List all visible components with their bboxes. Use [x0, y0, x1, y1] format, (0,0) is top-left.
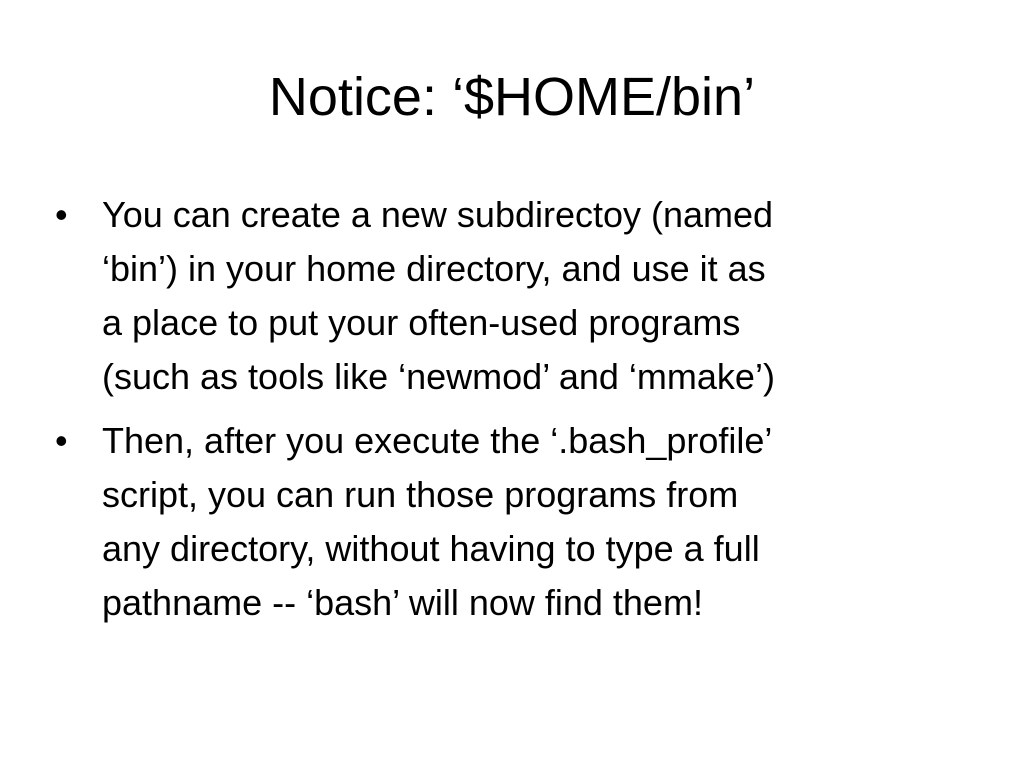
bullet-1-line-3: a place to put your often-used programs [102, 302, 741, 343]
bullet-2-line-1: Then, after you execute the ‘.bash_profile’ [102, 420, 773, 461]
bullet-2-line-2: script, you can run those programs from [102, 474, 739, 515]
bullet-1-line-4: (such as tools like ‘newmod’ and ‘mmake’) [102, 356, 775, 397]
slide-title: Notice: ‘$HOME/bin’ [268, 67, 756, 127]
bullet-icon: • [55, 194, 68, 235]
bullet-item-2 [55, 414, 985, 630]
bullet-1-line-1: You can create a new subdirectoy (named [102, 194, 774, 235]
bullet-icon: • [55, 420, 68, 461]
bullet-1-line-2: ‘bin’) in your home directory, and use it as [102, 248, 766, 289]
bullet-item-1 [55, 188, 985, 404]
bullet-2-line-3: any directory, without having to type a full [102, 528, 760, 569]
bullet-list [55, 188, 985, 640]
bullet-2-line-4: pathname -- ‘bash’ will now find them! [102, 582, 703, 623]
